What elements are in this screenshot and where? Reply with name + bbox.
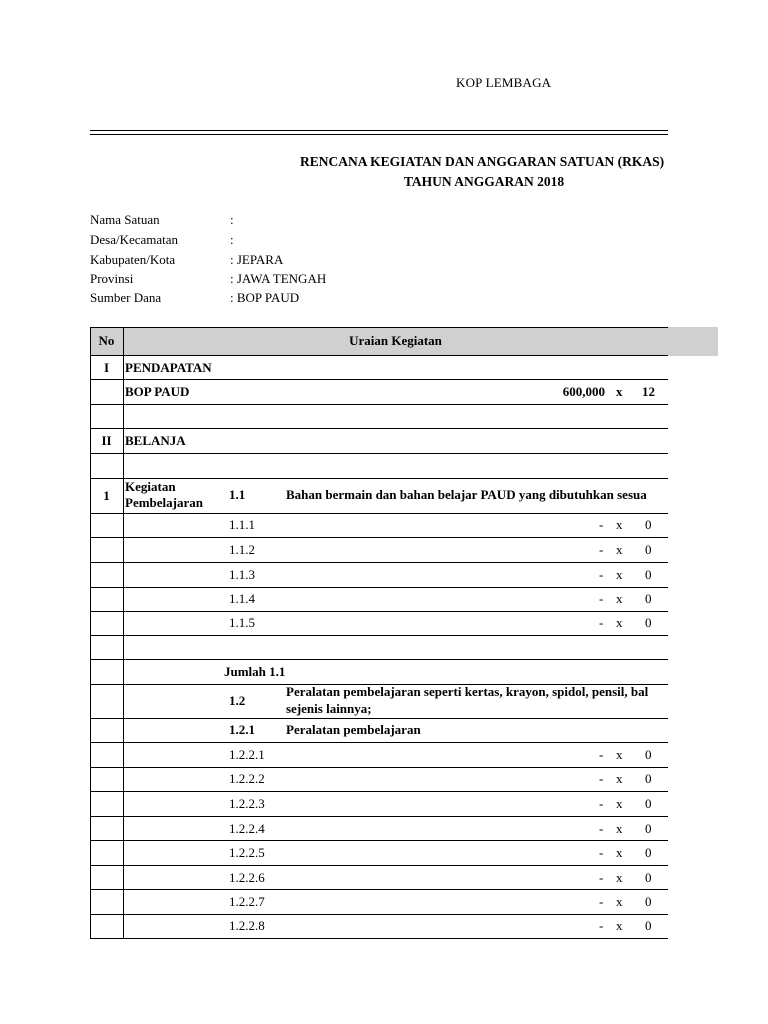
kegiatan-name-line2: Pembelajaran bbox=[125, 495, 203, 510]
item-dash: - bbox=[599, 894, 604, 909]
kegiatan-description: Bahan bermain dan bahan belajar PAUD yang dibutuhkan sesua bbox=[286, 487, 647, 502]
item-value: 0 bbox=[645, 796, 652, 811]
item-dash: - bbox=[599, 918, 604, 933]
jumlah-1-1: Jumlah 1.1 bbox=[224, 664, 286, 679]
item-dash: - bbox=[599, 870, 604, 885]
row-label-belanja: BELANJA bbox=[125, 433, 186, 448]
sub-1-2-code: 1.2 bbox=[229, 693, 246, 708]
sub-1-2-desc-line2: sejenis lainnya; bbox=[286, 701, 372, 716]
item-value: 0 bbox=[645, 918, 652, 933]
item-dash: - bbox=[599, 845, 604, 860]
item-multiply: x bbox=[616, 821, 623, 836]
info-label-sumber-dana: Sumber Dana bbox=[90, 290, 162, 305]
item-code: 1.2.2.5 bbox=[229, 845, 265, 860]
column-header-no: No bbox=[98, 333, 115, 348]
item-dash: - bbox=[599, 821, 604, 836]
item-value: 0 bbox=[645, 821, 652, 836]
kegiatan-name-line1: Kegiatan bbox=[125, 479, 176, 494]
sub-1-2-1-desc: Peralatan pembelajaran bbox=[286, 722, 421, 737]
item-dash: - bbox=[599, 771, 604, 786]
item-multiply: x bbox=[616, 591, 623, 606]
item-dash: - bbox=[599, 747, 604, 762]
header-overflow-cell bbox=[668, 327, 718, 356]
item-multiply: x bbox=[616, 918, 623, 933]
document-year: TAHUN ANGGARAN 2018 bbox=[403, 174, 565, 189]
item-dash: - bbox=[599, 591, 604, 606]
item-code: 1.2.2.4 bbox=[229, 821, 265, 836]
item-multiply: x bbox=[616, 615, 623, 630]
info-value-nama-satuan: : bbox=[230, 212, 234, 227]
item-multiply: x bbox=[616, 845, 623, 860]
row-no-kegiatan: 1 bbox=[103, 488, 110, 503]
item-dash: - bbox=[599, 615, 604, 630]
row-no-belanja: II bbox=[101, 433, 112, 448]
item-value: 0 bbox=[645, 542, 652, 557]
item-code: 1.1.2 bbox=[229, 542, 255, 557]
item-code: 1.1.3 bbox=[229, 567, 255, 582]
item-code: 1.2.2.6 bbox=[229, 870, 265, 885]
item-value: 0 bbox=[645, 591, 652, 606]
item-multiply: x bbox=[616, 542, 623, 557]
item-code: 1.2.2.1 bbox=[229, 747, 265, 762]
info-label-nama-satuan: Nama Satuan bbox=[90, 212, 160, 227]
info-label-desa: Desa/Kecamatan bbox=[90, 232, 179, 247]
header-rule-bottom bbox=[90, 134, 668, 135]
document-title: RENCANA KEGIATAN DAN ANGGARAN SATUAN (RKAS) bbox=[300, 154, 665, 169]
item-dash: - bbox=[599, 542, 604, 557]
item-multiply: x bbox=[616, 567, 623, 582]
item-code: 1.2.2.3 bbox=[229, 796, 265, 811]
item-multiply: x bbox=[616, 747, 623, 762]
item-multiply: x bbox=[616, 894, 623, 909]
item-dash: - bbox=[599, 796, 604, 811]
sub-1-2-desc-line1: Peralatan pembelajaran seperti kertas, krayon, spidol, pensil, bal bbox=[286, 684, 649, 699]
item-multiply: x bbox=[616, 771, 623, 786]
info-value-kabupaten: : JEPARA bbox=[230, 252, 284, 267]
bop-multiply: x bbox=[616, 384, 623, 399]
item-code: 1.2.2.7 bbox=[229, 894, 265, 909]
item-code: 1.1.5 bbox=[229, 615, 255, 630]
item-dash: - bbox=[599, 567, 604, 582]
info-value-desa: : bbox=[230, 232, 234, 247]
item-value: 0 bbox=[645, 845, 652, 860]
item-value: 0 bbox=[645, 567, 652, 582]
bop-amount: 600,000 bbox=[562, 384, 605, 399]
kegiatan-code: 1.1 bbox=[229, 487, 246, 502]
bop-qty: 12 bbox=[642, 384, 655, 399]
info-value-provinsi: : JAWA TENGAH bbox=[230, 271, 327, 286]
row-label-pendapatan: PENDAPATAN bbox=[125, 360, 212, 375]
item-code: 1.2.2.8 bbox=[229, 918, 265, 933]
header-rule-top bbox=[90, 130, 668, 131]
item-value: 0 bbox=[645, 747, 652, 762]
rkas-table bbox=[90, 327, 668, 939]
info-label-provinsi: Provinsi bbox=[90, 271, 134, 286]
row-no-pendapatan: I bbox=[103, 360, 110, 375]
sub-1-2-1-code: 1.2.1 bbox=[229, 722, 255, 737]
item-code: 1.2.2.2 bbox=[229, 771, 265, 786]
info-label-kabupaten: Kabupaten/Kota bbox=[90, 252, 176, 267]
item-multiply: x bbox=[616, 870, 623, 885]
kop-lembaga: KOP LEMBAGA bbox=[456, 75, 552, 90]
row-label-bop-paud: BOP PAUD bbox=[125, 384, 190, 399]
item-code: 1.1.4 bbox=[229, 591, 255, 606]
item-value: 0 bbox=[645, 771, 652, 786]
item-multiply: x bbox=[616, 517, 623, 532]
item-value: 0 bbox=[645, 517, 652, 532]
column-header-uraian: Uraian Kegiatan bbox=[349, 333, 442, 348]
item-value: 0 bbox=[645, 894, 652, 909]
item-value: 0 bbox=[645, 870, 652, 885]
info-value-sumber-dana: : BOP PAUD bbox=[230, 290, 300, 305]
item-multiply: x bbox=[616, 796, 623, 811]
item-value: 0 bbox=[645, 615, 652, 630]
item-code: 1.1.1 bbox=[229, 517, 255, 532]
item-dash: - bbox=[599, 517, 604, 532]
